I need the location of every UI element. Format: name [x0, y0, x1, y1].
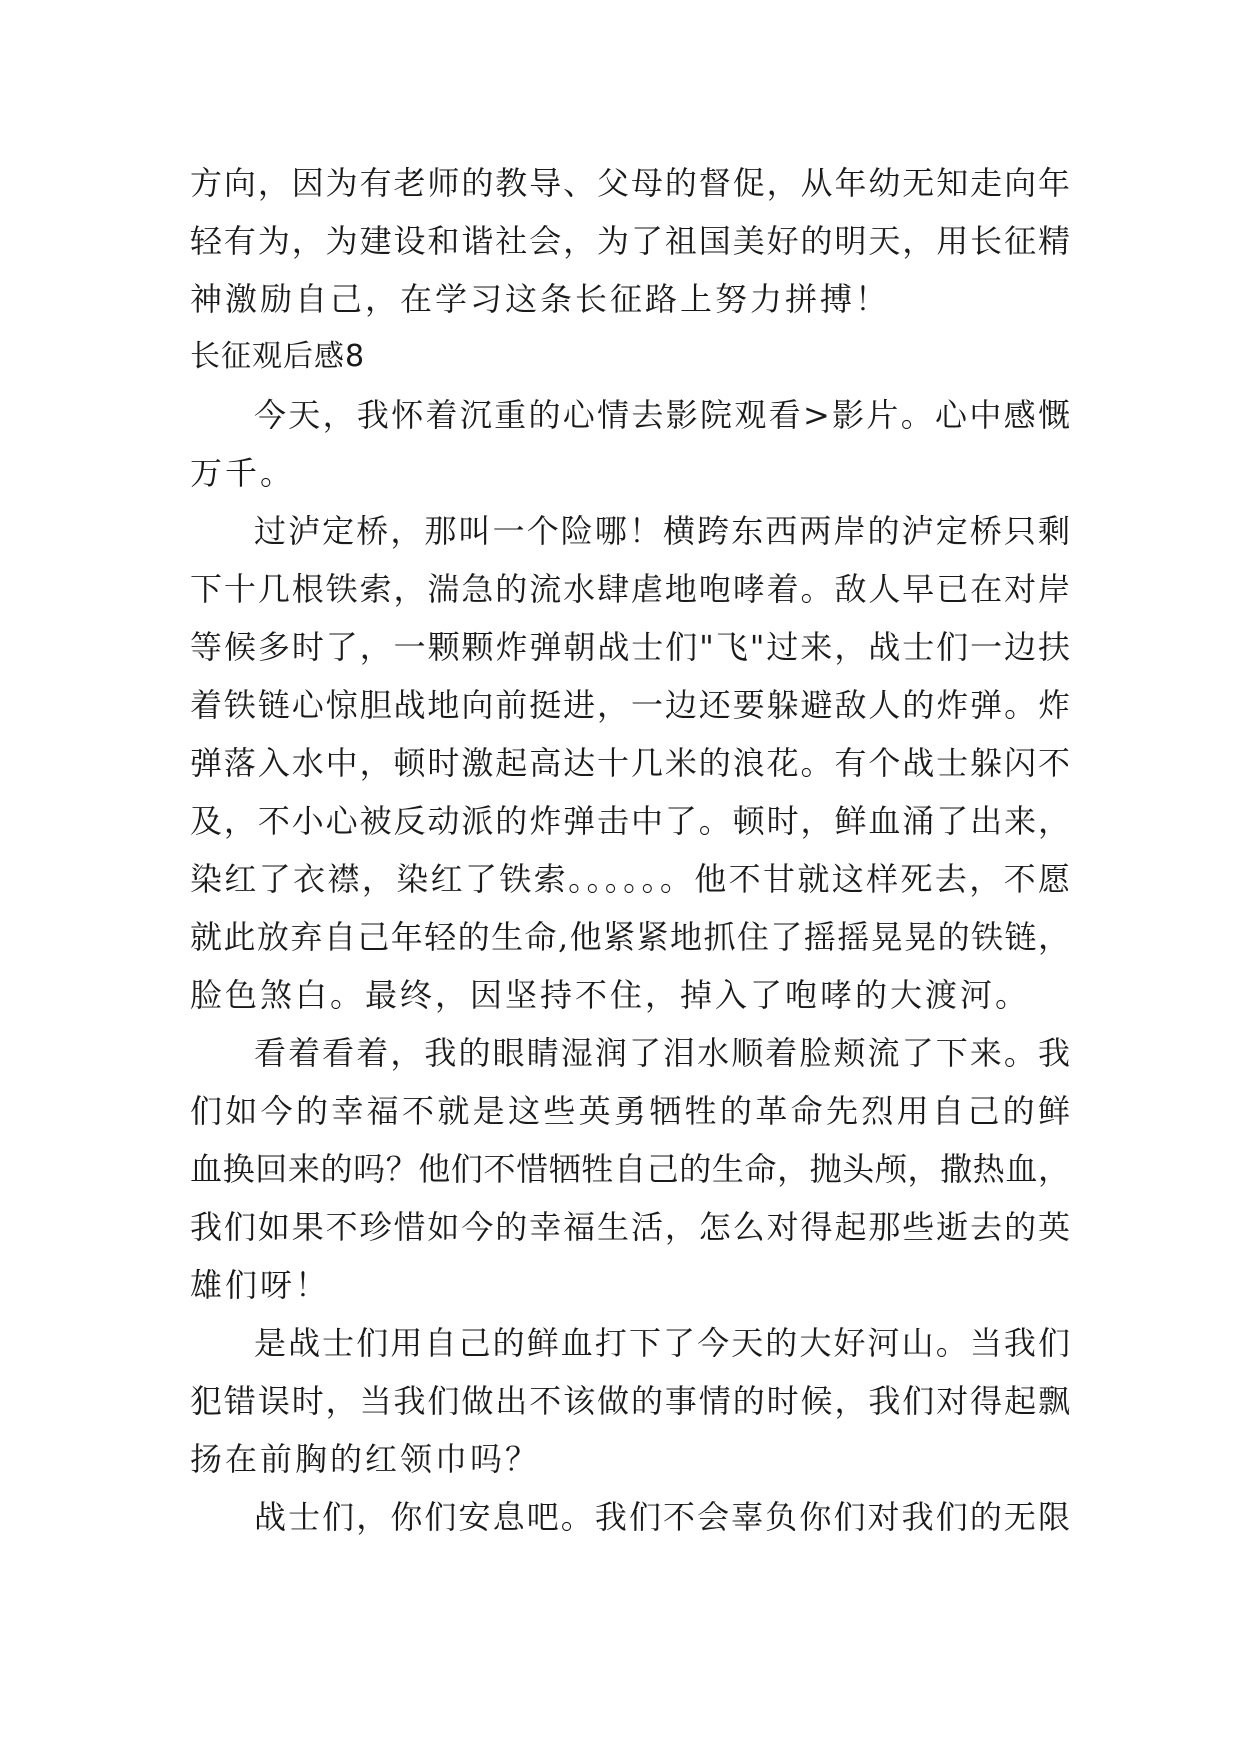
- paragraph-line: 是战士们用自己的鲜血打下了今天的大好河山。当我们: [254, 1324, 1070, 1362]
- paragraph-line: 雄们呀！: [190, 1266, 331, 1304]
- paragraph-line: 轻有为，为建设和谐社会，为了祖国美好的明天，用长征精: [190, 222, 1070, 260]
- paragraph-line: 万千。: [190, 454, 296, 492]
- paragraph-line: 血换回来的吗？他们不惜牺牲自己的生命，抛头颅，撒热血，: [190, 1150, 1070, 1188]
- paragraph-line: 脸色煞白。最终，因坚持不住，掉入了咆哮的大渡河。: [190, 976, 1031, 1014]
- paragraph-line: 弹落入水中，顿时激起高达十几米的浪花。有个战士躲闪不: [190, 744, 1070, 782]
- section-heading: 长征观后感8: [190, 339, 366, 374]
- paragraph-line: 犯错误时，当我们做出不该做的事情的时候，我们对得起飘: [190, 1382, 1070, 1420]
- paragraph-line: 染红了衣襟，染红了铁索。。。。。。他不甘就这样死去，不愿: [190, 860, 1070, 898]
- paragraph-line: 及，不小心被反动派的炸弹击中了。顿时，鲜血涌了出来，: [190, 802, 1070, 840]
- paragraph-line: 扬在前胸的红领巾吗？: [190, 1440, 541, 1478]
- paragraph-line: 们如今的幸福不就是这些英勇牺牲的革命先烈用自己的鲜: [190, 1092, 1070, 1130]
- paragraph-line: 今天，我怀着沉重的心情去影院观看>影片。心中感慨: [254, 396, 1070, 434]
- paragraph-line: 方向，因为有老师的教导、父母的督促，从年幼无知走向年: [190, 164, 1070, 202]
- paragraph-line: 就此放弃自己年轻的生命,他紧紧地抓住了摇摇晃晃的铁链，: [190, 918, 1070, 956]
- paragraph-line: 我们如果不珍惜如今的幸福生活，怎么对得起那些逝去的英: [190, 1208, 1070, 1246]
- paragraph-line: 战士们，你们安息吧。我们不会辜负你们对我们的无限: [254, 1498, 1070, 1536]
- paragraph-line: 下十几根铁索，湍急的流水肆虐地咆哮着。敌人早已在对岸: [190, 570, 1070, 608]
- paragraph-line: 看着看着，我的眼睛湿润了泪水顺着脸颊流了下来。我: [254, 1034, 1070, 1072]
- document-body: [190, 154, 1070, 1546]
- paragraph-line: 等候多时了，一颗颗炸弹朝战士们"飞"过来，战士们一边扶: [190, 628, 1070, 666]
- paragraph-line: 神激励自己，在学习这条长征路上努力拼搏！: [190, 280, 891, 318]
- paragraph-line: 过泸定桥，那叫一个险哪！横跨东西两岸的泸定桥只剩: [254, 512, 1070, 550]
- paragraph-line: 着铁链心惊胆战地向前挺进，一边还要躲避敌人的炸弹。炸: [190, 686, 1070, 724]
